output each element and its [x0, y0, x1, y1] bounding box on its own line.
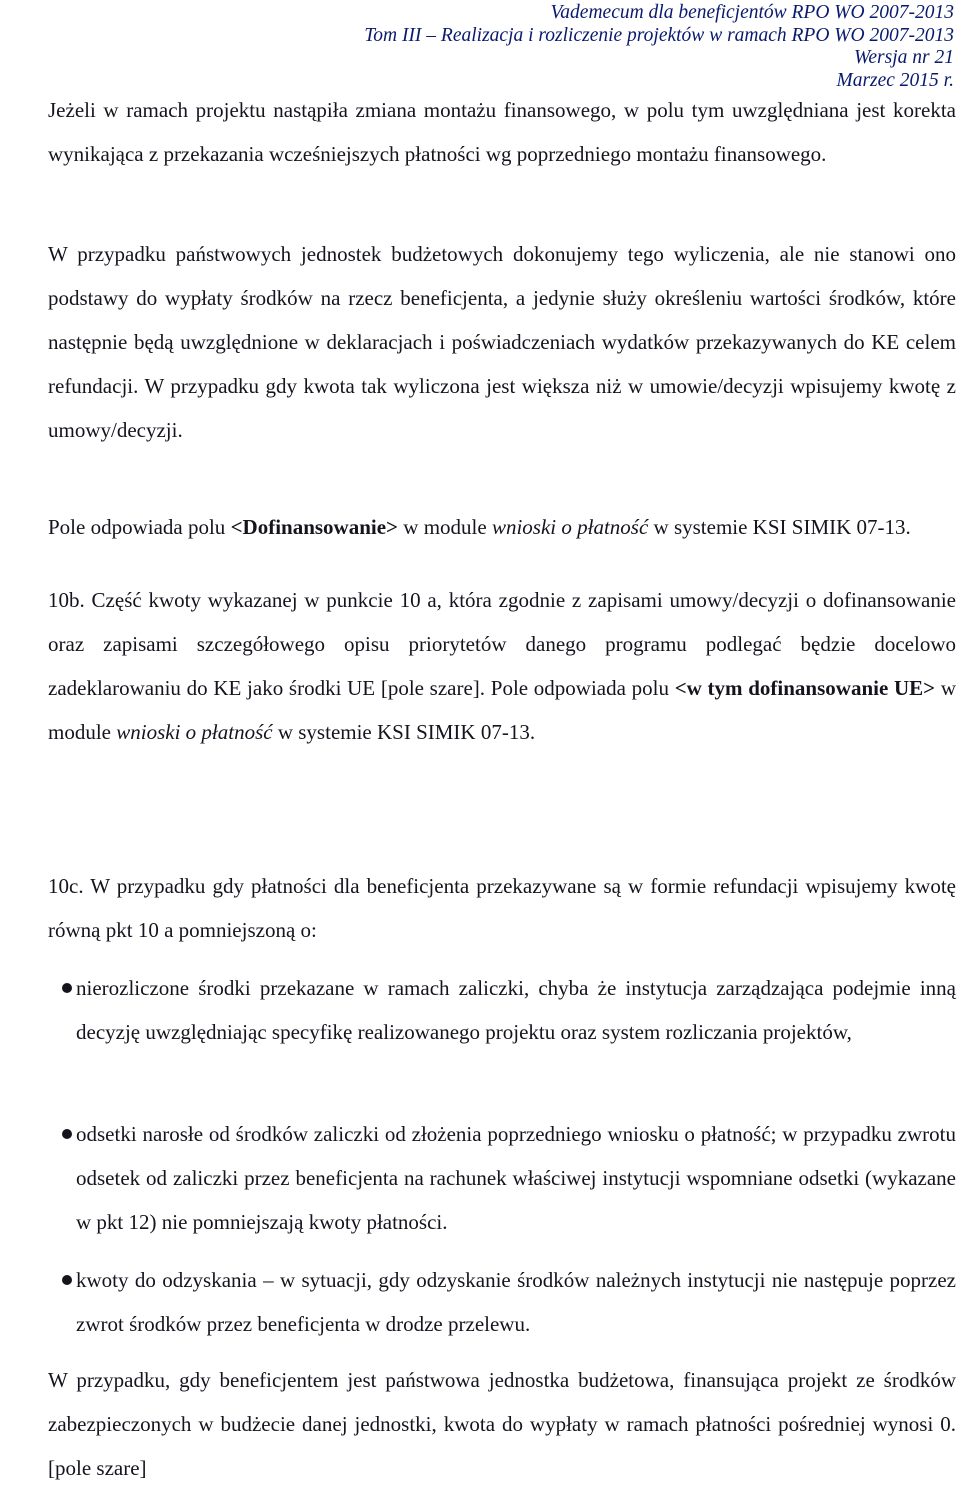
bullet-icon	[62, 1275, 72, 1285]
header-title: Vademecum dla beneficjentów RPO WO 2007-2013	[550, 2, 954, 23]
module-name: wnioski o płatność	[491, 515, 649, 539]
paragraph-jednostka-budzetowa: W przypadku, gdy beneficjentem jest państwowa jednostka budżetowa, finansująca projekt ze środków zabezpieczonych w budżecie danej jednostki, kwota do wypłaty w ramach płatności pośredniej wynosi 0. [pole szare]	[48, 1368, 956, 1480]
field-name-dofinansowanie: <Dofinansowanie>	[230, 515, 399, 539]
header-date: Marzec 2015 r.	[836, 69, 954, 91]
list-item: kwoty do odzyskania – w sytuacji, gdy odzyskanie środków należnych instytucji nie następuje poprzez zwrot środków przez beneficjenta w drodze przelewu.	[48, 1258, 956, 1346]
bullet-icon	[62, 983, 72, 993]
header-version: Wersja nr 21	[853, 47, 954, 68]
header-volume: Tom III – Realizacja i rozliczenie projektów w ramach RPO WO 2007-2013	[364, 24, 954, 46]
paragraph-jednostki-budzetowe: W przypadku państwowych jednostek budżetowych dokonujemy tego wyliczenia, ale nie stanowi ono podstawy do wypłaty środków na rzecz beneficjenta, a jedynie służy określeniu wartości środków, które następnie będą uwzględnione w deklaracjach i poświadczeniach wydatków przekazywanych do KE celem refundacji. W przypadku gdy kwota tak wyliczona jest większa niż w umowie/decyzji wpisujemy kwotę z umowy/decyzji.	[48, 242, 956, 442]
point-label-10b: 10b.	[48, 588, 85, 612]
paragraph-10c: 10c. W przypadku gdy płatności dla beneficjenta przekazywane są w formie refundacji wpisujemy kwotę równą pkt 10 a pomniejszoną o:	[48, 864, 956, 952]
module-name: wnioski o płatność	[116, 720, 273, 744]
list-item: odsetki narosłe od środków zaliczki od złożenia poprzedniego wniosku o płatność; w przypadku zwrotu odsetek od zaliczki przez beneficjenta na rachunek właściwej instytucji wspomniane odsetki (wykazane w pkt 12) nie pomniejszają kwoty płatności.	[48, 1112, 956, 1244]
paragraph-10b: 10b. Część kwoty wykazanej w punkcie 10 a, która zgodnie z zapisami umowy/decyzji o dofinansowanie oraz zapisami szczegółowego opisu priorytetów danego programu podlegać będzie docelowo zadeklarowaniu do KE jako środki UE [pole szare]. Pole odpowiada polu <w tym dofinansowanie UE> w module wnioski o płatność w systemie KSI SIMIK 07-13.	[48, 578, 956, 754]
field-name-dofinansowanie-ue: <w tym dofinansowanie UE>	[674, 676, 936, 700]
paragraph-montaz: Jeżeli w ramach projektu nastąpiła zmiana montażu finansowego, w polu tym uwzględniana jest korekta wynikająca z przekazania wcześniejszych płatności wg poprzedniego montażu finansowego.	[48, 98, 956, 166]
paragraph-pole-dofinansowanie: Pole odpowiada polu <Dofinansowanie> w module wnioski o płatność w systemie KSI SIMIK 07-13.	[48, 515, 911, 539]
bullet-icon	[62, 1129, 72, 1139]
point-label-10c: 10c.	[48, 874, 84, 898]
page-header	[254, 2, 954, 92]
list-item: nierozliczone środki przekazane w ramach zaliczki, chyba że instytucja zarządzająca podejmie inną decyzję uwzględniając specyfikę realizowanego projektu oraz system rozliczania projektów,	[48, 966, 956, 1054]
